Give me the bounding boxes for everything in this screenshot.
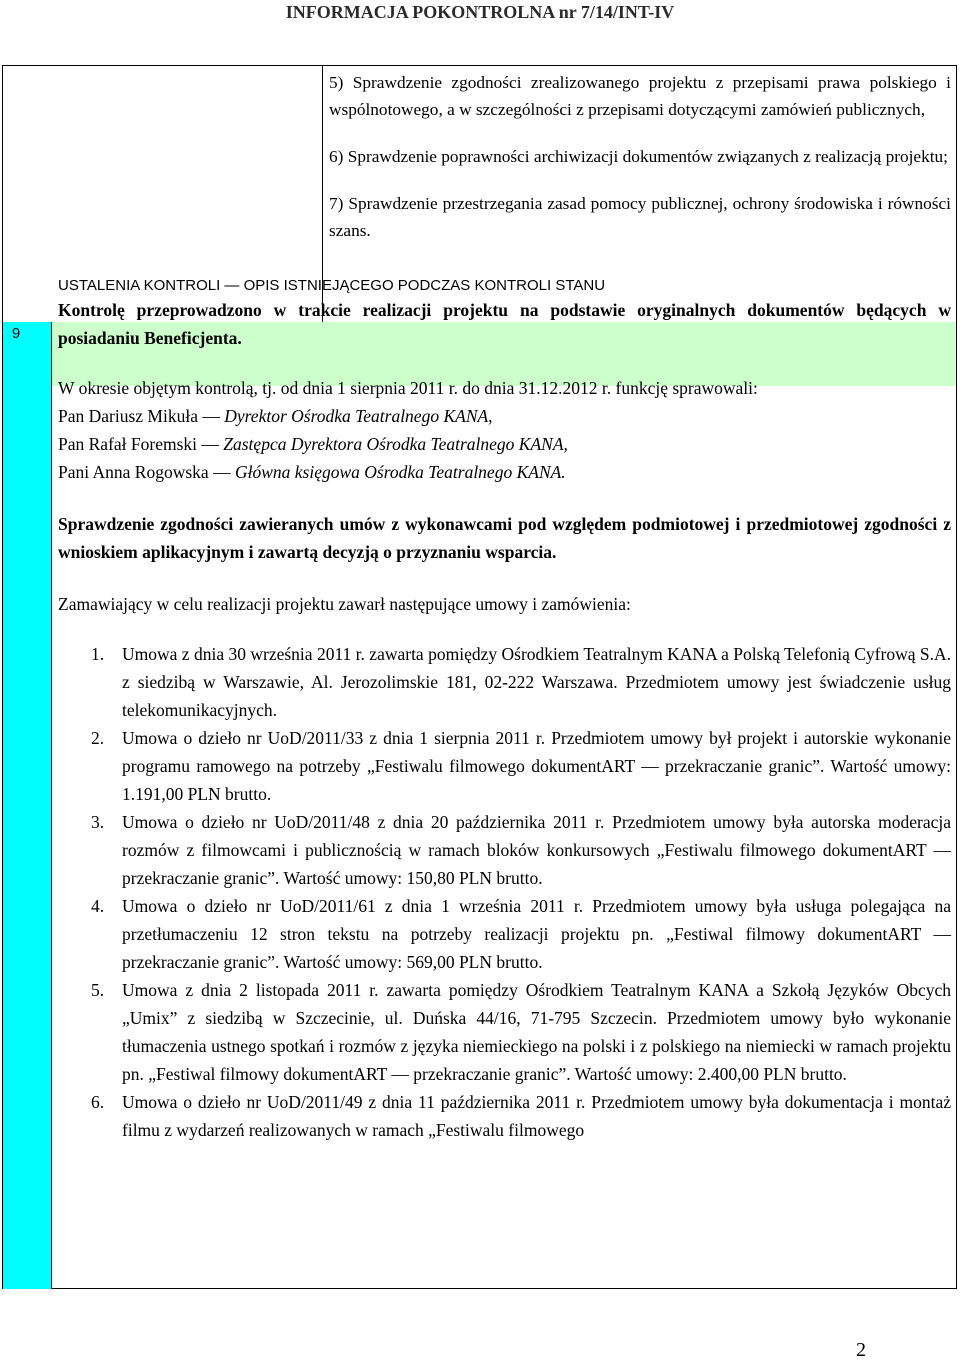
section-title: USTALENIA KONTROLI — OPIS ISTNIEJĄCEGO PODCZAS KONTROLI STANU — [58, 277, 606, 294]
list-item-text: Umowa o dzieło nr UoD/2011/61 z dnia 1 września 2011 r. Przedmiotem umowy była usługa polegająca na przetłumaczeniu 12 stron tekstu na potrzeby realizacji projektu pn. „Festiwal filmowy dokumentART — przekraczanie granic”. Wartość umowy: 569,00 PLN brutto. — [122, 896, 951, 972]
list-item — [58, 808, 951, 892]
list-item-number: 1. — [91, 644, 105, 664]
list-item-text: Umowa z dnia 2 listopada 2011 r. zawarta pomiędzy Ośrodkiem Teatralnym KANA a Szkołą Języków Obcych „Umix” z siedzibą w Szczecinie, ul. Duńska 44/16, 71-795 Szczecin. Przedmiotem umowy było wykonanie tłumaczenia ustnego spotkań i rozmów z języka niemieckiego na polski i z polskiego na niemiecki w ramach projektu pn. „Festiwal filmowy dokumentART — przekraczanie granic”. Wartość umowy: 2.400,00 PLN brutto. — [122, 980, 951, 1084]
row-number: 9 — [11, 325, 21, 342]
period-line: W okresie objętym kontrolą, tj. od dnia 1 sierpnia 2011 r. do dnia 31.12.2012 r. funkcję sprawowali: — [58, 378, 758, 398]
list-item-text: Umowa o dzieło nr UoD/2011/48 z dnia 20 października 2011 r. Przedmiotem umowy była autorska moderacja rozmów z filmowcami i publicznością w ramach bloków konkursowych „Festiwalu filmowego dokumentART — przekraczanie granic”. Wartość umowy: 150,80 PLN brutto. — [122, 812, 951, 888]
list-item-number: 5. — [91, 980, 105, 1000]
list-item — [58, 892, 951, 976]
scope-item: 7) Sprawdzenie przestrzegania zasad pomocy publicznej, ochrony środowiska i równości szans. — [329, 194, 951, 240]
list-item-number: 6. — [91, 1092, 105, 1112]
person-name: Pan Rafał Foremski — — [58, 434, 224, 454]
list-item — [58, 640, 951, 724]
person-role: Główna księgowa Ośrodka Teatralnego KANA. — [234, 462, 566, 482]
check-heading: Sprawdzenie zgodności zawieranych umów z wykonawcami pod względem podmiotowej i przedmiotowej zgodności z wnioskiem aplikacyjnym i zawartą decyzją o przyznaniu wsparcia. — [58, 514, 951, 562]
list-item — [58, 724, 951, 808]
person-role: Zastępca Dyrektora Ośrodka Teatralnego KANA, — [223, 434, 568, 454]
list-item-number: 3. — [91, 812, 105, 832]
list-item-text: Umowa o dzieło nr UoD/2011/33 z dnia 1 sierpnia 2011 r. Przedmiotem umowy był projekt i autorskie wykonanie programu ramowego na potrzeby „Festiwalu filmowego dokumentART — przekraczanie granic”. Wartość umowy: 1.191,00 PLN brutto. — [122, 728, 951, 804]
person-role: Dyrektor Ośrodka Teatralnego KANA, — [224, 406, 493, 426]
list-item — [58, 976, 951, 1088]
scope-item: 5) Sprawdzenie zgodności zrealizowanego projektu z przepisami prawa polskiego i wspólnotowego, a w szczególności z przepisami dotyczącymi zamówień publicznych, — [329, 73, 951, 119]
person-line — [58, 458, 951, 486]
person-name: Pani Anna Rogowska — — [58, 462, 235, 482]
list-item — [58, 1088, 951, 1144]
page-number: 2 — [856, 1339, 866, 1361]
intro-statement: Kontrolę przeprowadzono w trakcie realizacji projektu na podstawie oryginalnych dokumentów będących w posiadaniu Beneficjenta. — [58, 300, 951, 348]
scope-item: 6) Sprawdzenie poprawności archiwizacji dokumentów związanych z realizacją projektu; — [329, 147, 948, 166]
document-header-title: INFORMACJA POKONTROLNA nr 7/14/INT-IV — [285, 2, 675, 22]
person-name: Pan Dariusz Mikuła — — [58, 406, 225, 426]
row-number-cell — [3, 322, 52, 1289]
contracts-list — [58, 640, 951, 1144]
list-item-text: Umowa z dnia 30 września 2011 r. zawarta pomiędzy Ośrodkiem Teatralnym KANA a Polską Telefonią Cyfrową S.A. z siedzibą w Warszawie, Al. Jerozolimskie 181, 02-222 Warszawa. Przedmiotem umowy jest świadczenie usług telekomunikacyjnych. — [122, 644, 951, 720]
findings-section — [58, 276, 951, 1144]
list-item-number: 2. — [91, 728, 105, 748]
contracts-intro: Zamawiający w celu realizacji projektu zawarł następujące umowy i zamówienia: — [58, 594, 631, 614]
list-item-number: 4. — [91, 896, 105, 916]
person-line — [58, 402, 951, 430]
person-line — [58, 430, 951, 458]
list-item-text: Umowa o dzieło nr UoD/2011/49 z dnia 11 października 2011 r. Przedmiotem umowy była dokumentacja i montaż filmu z wydarzeń realizowanych w ramach „Festiwalu filmowego — [122, 1092, 951, 1140]
